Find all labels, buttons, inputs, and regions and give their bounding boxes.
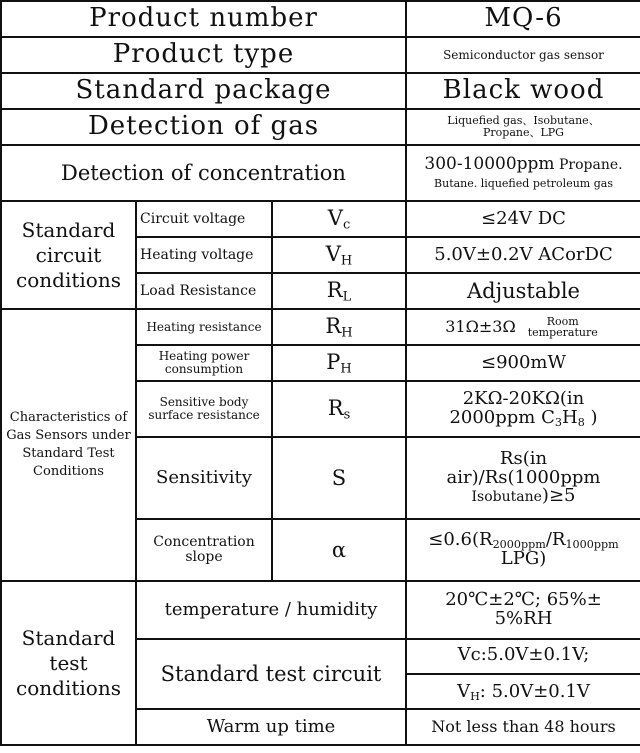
sensitivity-line2: air)/Rs(1000ppm: [446, 466, 601, 488]
concentration-range: 300-10000ppm: [424, 154, 555, 175]
heating-power-symbol: $P_H$: [272, 345, 406, 381]
detection-of-gas-label: Detection of gas: [1, 109, 406, 145]
circuit-voltage-symbol: $V_c$: [272, 201, 406, 237]
surface-resistance-symbol: $R_s$: [272, 381, 406, 437]
row-circuit-voltage: [1, 201, 640, 237]
temperature-humidity-line1: 20℃±2℃; 65%±: [445, 589, 602, 611]
sensitivity-line1: Rs(in: [499, 447, 548, 469]
surface-resistance-line2: 2000ppm $C_3H_8$ ): [449, 406, 598, 429]
sensitivity-line3: Isobutane)≥5: [471, 485, 576, 507]
product-number-label: Product number: [1, 1, 406, 37]
concentration-gas: Propane.: [554, 157, 623, 174]
temperature-humidity-value: [406, 581, 640, 639]
heating-voltage-label: Heating voltage: [136, 237, 272, 273]
standard-package-label: Standard package: [1, 73, 406, 109]
surface-resistance-label: Sensitive body surface resistance: [136, 381, 272, 437]
warm-up-time-value: Not less than 48 hours: [406, 709, 640, 745]
temperature-humidity-label: temperature / humidity: [136, 581, 406, 639]
concentration-slope-line2: LPG): [500, 548, 547, 570]
row-detection-of-concentration: [1, 145, 640, 201]
concentration-slope-label: Concentration slope: [136, 519, 272, 581]
warm-up-time-label: Warm up time: [136, 709, 406, 745]
heating-resistance-note: Room temperature: [527, 315, 598, 339]
standard-package-value: Black wood: [406, 73, 640, 109]
heating-power-value: ≤900mW: [406, 345, 640, 381]
load-resistance-symbol: $R_L$: [272, 273, 406, 309]
product-type-label: Product type: [1, 37, 406, 73]
detection-of-concentration-value: [406, 145, 640, 201]
row-product-type: [1, 37, 640, 73]
standard-test-conditions-label: Standard test conditions: [1, 581, 136, 745]
surface-resistance-line1: 2KΩ-20KΩ(in: [462, 387, 585, 409]
row-standard-package: [1, 73, 640, 109]
row-heating-resistance: [1, 309, 640, 345]
concentration-gas-line2: Butane. liquefied petroleum gas: [434, 177, 613, 191]
surface-resistance-value: [406, 381, 640, 437]
heating-resistance-label: Heating resistance: [136, 309, 272, 345]
concentration-slope-value: [406, 519, 640, 581]
test-circuit-line1: Vc:5.0V±0.1V;: [457, 643, 590, 665]
detection-of-gas-line2: Propane、LPG: [483, 126, 564, 139]
load-resistance-value: Adjustable: [406, 273, 640, 309]
standard-circuit-conditions-label: Standard circuit conditions: [1, 201, 136, 309]
circuit-voltage-value: ≤24V DC: [406, 201, 640, 237]
heating-power-label: Heating power consumption: [136, 345, 272, 381]
heating-resistance-value: [406, 309, 640, 345]
test-circuit-line2: $V_H$: 5.0V±0.1V: [407, 673, 640, 702]
concentration-slope-symbol: α: [272, 519, 406, 581]
circuit-voltage-label: Circuit voltage: [136, 201, 272, 237]
sensitivity-label: Sensitivity: [136, 437, 272, 519]
product-number-value: MQ-6: [406, 1, 640, 37]
product-type-value: Semiconductor gas sensor: [406, 37, 640, 73]
heating-voltage-symbol: $V_H$: [272, 237, 406, 273]
temperature-humidity-line2: 5%RH: [494, 608, 553, 629]
row-product-number: [1, 1, 640, 37]
sensitivity-symbol: S: [272, 437, 406, 519]
detection-of-gas-line1: Liquefied gas、Isobutane、: [447, 114, 600, 128]
detection-of-gas-value: [406, 109, 640, 145]
sensitivity-value: [406, 437, 640, 519]
characteristics-label: Characteristics of Gas Sensors under Standard Test Conditions: [1, 309, 136, 581]
heating-voltage-value: 5.0V±0.2V ACorDC: [406, 237, 640, 273]
test-circuit-value: [406, 639, 640, 709]
heating-resistance-symbol: $R_H$: [272, 309, 406, 345]
detection-of-concentration-label: Detection of concentration: [1, 145, 406, 201]
concentration-slope-line1: $\le 0.6(R_{2000ppm}/R_{1000ppm}$: [428, 528, 619, 551]
load-resistance-label: Load Resistance: [136, 273, 272, 309]
heating-resistance-number: 31Ω±3Ω: [445, 316, 516, 336]
test-circuit-label: Standard test circuit: [136, 639, 406, 709]
row-temperature-humidity: [1, 581, 640, 639]
row-detection-of-gas: [1, 109, 640, 145]
